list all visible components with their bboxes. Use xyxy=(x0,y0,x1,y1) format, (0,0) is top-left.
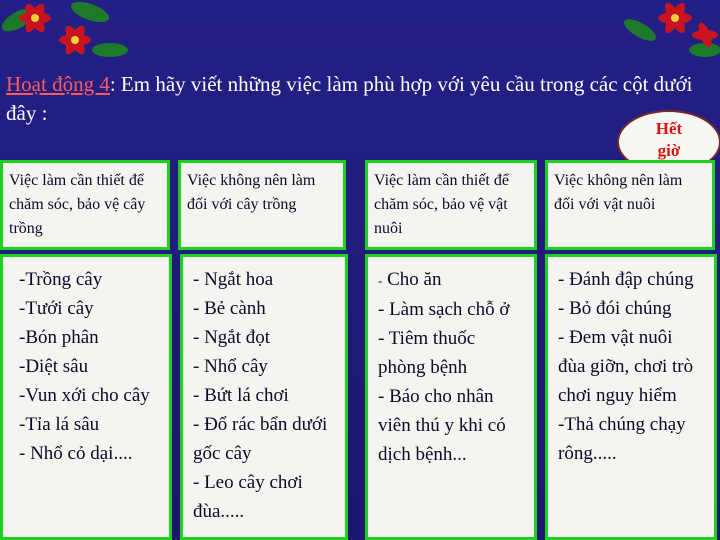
column-1-content xyxy=(0,254,172,540)
activity-label: Hoạt động 4 xyxy=(6,72,110,96)
column-4-content xyxy=(545,254,717,540)
column-3-first-item xyxy=(378,265,524,295)
column-3-list: - Làm sạch chỗ ở - Tiêm thuốc phòng bệnh - Báo cho nhân viên thú y khi có dịch bệnh... xyxy=(378,299,510,465)
column-3-first-text: Cho ăn xyxy=(382,269,442,290)
activity-instruction xyxy=(6,70,706,128)
column-3-content xyxy=(365,254,537,540)
column-4-header: Việc không nên làm đối với vật nuôi xyxy=(545,160,715,250)
activity-instruction-text: : Em hãy viết những việc làm phù hợp với yêu cầu trong các cột dưới đây : xyxy=(6,72,693,125)
column-1-header: Việc làm cần thiết để chăm sóc, bảo vệ cây trồng xyxy=(0,160,170,250)
column-4-list: - Đánh đập chúng - Bỏ đói chúng - Đem vật nuôi đùa giỡn, chơi trò chơi nguy hiểm -Thả chúng chạy rông..... xyxy=(558,269,694,464)
column-1-list: -Trồng cây -Tưới cây -Bón phân -Diệt sâu -Vun xới cho cây -Tỉa lá sâu - Nhổ cỏ dại.... xyxy=(19,269,150,464)
column-2-list: - Ngắt hoa - Bẻ cành - Ngắt đọt - Nhổ cây - Bứt lá chơi - Đổ rác bẩn dưới gốc cây - Leo cây chơi đùa..... xyxy=(193,269,328,522)
poinsettia-flower-decoration-left xyxy=(0,0,130,80)
column-2-content xyxy=(180,254,348,540)
timer-line-2: giờ xyxy=(657,141,681,160)
poinsettia-flower-decoration-right xyxy=(620,0,720,70)
column-3-first-dash: - xyxy=(378,273,383,288)
column-2-header: Việc không nên làm đối với cây trồng xyxy=(178,160,346,250)
column-3-header: Việc làm cần thiết để chăm sóc, bảo vệ vật nuôi xyxy=(365,160,537,250)
timer-line-1: Hết xyxy=(655,119,683,138)
